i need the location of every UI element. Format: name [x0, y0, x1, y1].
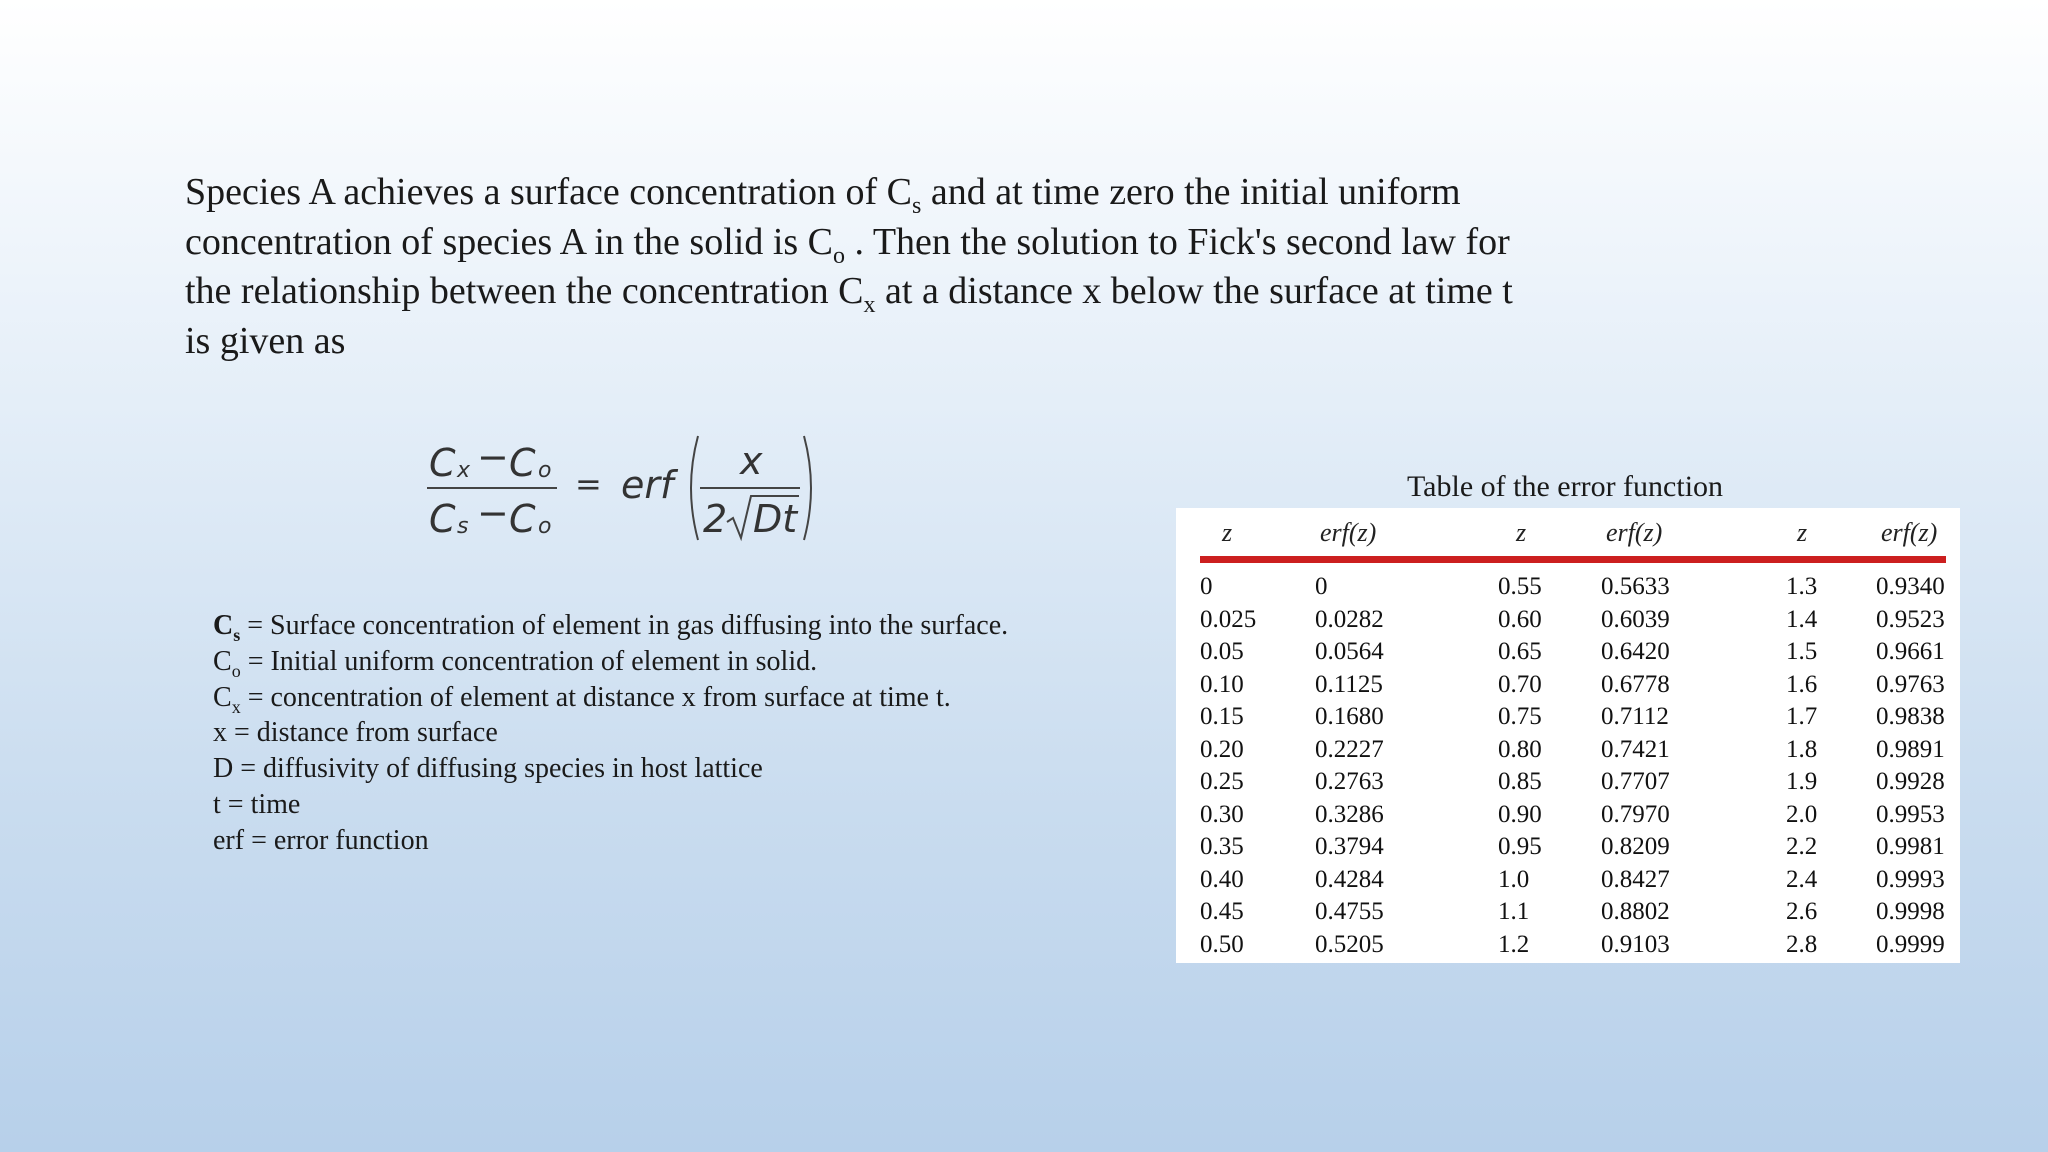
table-cell: 1.2: [1498, 930, 1530, 958]
table-cell: 0.9998: [1876, 898, 1945, 925]
table-cell: 2.8: [1786, 930, 1818, 958]
table-cell: 1.7: [1786, 703, 1818, 730]
table-cell: 0.65: [1498, 638, 1542, 665]
definition-x: [213, 715, 1113, 751]
table-cell: 0.95: [1498, 833, 1542, 860]
erf-function: erf: [621, 463, 674, 507]
table-cell: 0.3794: [1315, 833, 1384, 860]
def-text: = concentration of element at distance x from surface at time t.: [240, 681, 951, 713]
table-cell: 0.1680: [1315, 703, 1384, 730]
num-s2: o: [538, 458, 552, 483]
definition-cs: [213, 608, 1113, 644]
table-cell: 1.6: [1786, 670, 1818, 698]
table-cell: 0.4284: [1315, 865, 1384, 893]
def-text: = diffusivity of diffusing species in host lattice: [233, 753, 763, 785]
symbol-definitions: [213, 608, 1113, 859]
right-paren-icon: [800, 434, 820, 542]
table-cell: 0: [1200, 573, 1213, 600]
def-subscript: o: [231, 660, 241, 681]
def-subscript: x: [231, 696, 241, 717]
definition-cx: [213, 680, 1113, 716]
header-erf-1: erf(z): [1320, 518, 1377, 547]
table-cell: 0.9763: [1876, 670, 1945, 698]
table-cell: 0.025: [1200, 605, 1257, 633]
def-text: = Surface concentration of element in gas diffusing into the surface.: [240, 610, 1009, 641]
table-cell: 0.9340: [1876, 573, 1945, 600]
header-erf-2: erf(z): [1606, 518, 1663, 547]
equals-sign: =: [575, 465, 602, 503]
table-cell: 0.4755: [1315, 898, 1384, 925]
table-cell: 0.85: [1498, 768, 1542, 795]
table-cell: 0.8427: [1601, 865, 1670, 893]
num-c2: C: [509, 441, 536, 485]
table-cell: 2.0: [1786, 800, 1818, 828]
table-cell: 0.9953: [1876, 800, 1945, 828]
column-z-3: [1786, 571, 1817, 961]
header-z-2: z: [1516, 518, 1527, 547]
table-cell: 0.9999: [1876, 930, 1945, 958]
def-symbol: x: [213, 717, 227, 749]
error-function-table: [1176, 508, 1960, 963]
column-z-2: [1498, 571, 1542, 961]
def-symbol: C: [213, 645, 232, 677]
table-cell: 0.0564: [1315, 638, 1384, 665]
def-subscript: s: [233, 625, 241, 645]
table-cell: 0.25: [1200, 768, 1244, 795]
table-cell: 2.2: [1786, 833, 1818, 860]
table-caption: Table of the error function: [1406, 470, 1724, 503]
table-cell: 0.55: [1498, 573, 1542, 600]
table-cell: 2.6: [1786, 898, 1818, 925]
column-z-1: [1200, 571, 1256, 961]
table-cell: 0.75: [1498, 703, 1542, 730]
definition-co: [213, 644, 1113, 680]
header-erf-3: erf(z): [1881, 518, 1938, 547]
table-cell: 1.5: [1786, 638, 1818, 665]
table-cell: 0.90: [1498, 800, 1542, 828]
table-cell: 0.3286: [1315, 800, 1384, 828]
den-minus: −: [477, 491, 509, 535]
cx-subscript: x: [863, 292, 876, 318]
table-cell: 0.2227: [1315, 735, 1384, 763]
def-text: = time: [220, 788, 301, 820]
table-cell: 0.7112: [1601, 703, 1669, 730]
table-cell: 0.5633: [1601, 573, 1670, 600]
table-cell: 0.6778: [1601, 670, 1670, 698]
table-cell: 1.9: [1786, 768, 1818, 795]
table-cell: 0.45: [1200, 898, 1244, 925]
table-cell: 0.7421: [1601, 735, 1670, 763]
den-s2: o: [538, 514, 552, 539]
arg-den-coefficient: 2: [703, 497, 728, 541]
column-erf-2: [1601, 571, 1670, 961]
table-cell: 0.80: [1498, 735, 1542, 763]
num-c1: C: [429, 441, 456, 485]
table-cell: 0.6420: [1601, 638, 1670, 665]
def-symbol: D: [213, 753, 234, 785]
table-cell: 0.1125: [1315, 670, 1383, 698]
table-cell: 0.9891: [1876, 735, 1945, 763]
def-text: = error function: [244, 824, 429, 856]
intro-text-1: Species A achieves a surface concentration of: [185, 171, 887, 213]
table-cell: 0.9523: [1876, 605, 1945, 633]
def-text: = Initial uniform concentration of element in solid.: [240, 645, 818, 677]
def-symbol: C: [213, 681, 232, 713]
intro-text-2: and at time zero the initial uniform concentration of species A in the solid is: [185, 171, 1461, 263]
cx-symbol: C: [838, 270, 864, 312]
num-s1: x: [457, 458, 471, 483]
table-cell: 0.40: [1200, 865, 1244, 893]
den-c2: C: [509, 497, 536, 541]
column-erf-3: [1876, 571, 1945, 961]
table-cell: 0.9103: [1601, 930, 1670, 958]
definition-t: [213, 787, 1113, 823]
table-cell: 0.8209: [1601, 833, 1670, 860]
header-z-3: z: [1797, 518, 1808, 547]
cs-symbol: C: [886, 171, 913, 213]
num-minus: −: [477, 435, 509, 479]
intro-paragraph: [185, 168, 1515, 366]
def-symbol: erf: [213, 824, 245, 856]
table-cell: 1.4: [1786, 605, 1818, 633]
table-cell: 1.8: [1786, 735, 1818, 763]
table-cell: 0.9981: [1876, 833, 1945, 860]
table-cell: 0.7970: [1601, 800, 1670, 828]
def-symbol: C: [213, 610, 234, 641]
table-cell: 0: [1315, 573, 1328, 600]
table-cell: 0.10: [1200, 670, 1244, 698]
left-fraction-bar: [427, 487, 557, 489]
co-symbol: C: [807, 220, 834, 263]
arg-fraction-bar: [700, 487, 800, 489]
intro-text-3: . Then the solution to Fick's second law for the relationship between the concentration: [185, 220, 1510, 312]
table-cell: 0.35: [1200, 833, 1244, 860]
table-cell: 0.70: [1498, 670, 1542, 698]
table-cell: 0.0282: [1315, 605, 1384, 633]
table-cell: 0.2763: [1315, 768, 1384, 795]
table-cell: 0.60: [1498, 605, 1542, 633]
table-cell: 0.5205: [1315, 930, 1384, 958]
co-subscript: o: [833, 242, 846, 269]
definition-d: [213, 751, 1113, 787]
header-rule: [1200, 556, 1946, 563]
table-cell: 0.9661: [1876, 638, 1945, 665]
header-z-1: z: [1222, 518, 1233, 547]
table-cell: 1.0: [1498, 865, 1530, 893]
table-cell: 0.9838: [1876, 703, 1945, 730]
definition-erf: [213, 823, 1113, 859]
cs-subscript: s: [912, 193, 922, 219]
table-cell: 0.8802: [1601, 898, 1670, 925]
column-erf-1: [1315, 571, 1384, 961]
left-paren-icon: [682, 434, 702, 542]
arg-den-radicand: Dt: [753, 497, 798, 541]
table-cell: 0.9993: [1876, 865, 1945, 893]
table-cell: 1.1: [1498, 898, 1530, 925]
table-cell: 0.7707: [1601, 768, 1670, 795]
table-cell: 0.50: [1200, 930, 1244, 958]
fick-solution-formula: [425, 432, 835, 544]
def-text: = distance from surface: [227, 717, 498, 749]
table-cell: 0.9928: [1876, 768, 1945, 795]
table-cell: 1.3: [1786, 573, 1818, 600]
intro-text-4: at a distance x below the surface at time t is given as: [185, 270, 1513, 362]
den-s1: s: [457, 514, 469, 539]
table-cell: 0.20: [1200, 735, 1244, 763]
arg-numerator-x: x: [740, 439, 763, 483]
table-cell: 2.4: [1786, 865, 1818, 893]
def-symbol: t: [213, 788, 221, 820]
den-c1: C: [429, 497, 456, 541]
table-cell: 0.6039: [1601, 605, 1670, 633]
table-cell: 0.05: [1200, 638, 1244, 665]
table-cell: 0.30: [1200, 800, 1244, 828]
table-cell: 0.15: [1200, 703, 1244, 730]
